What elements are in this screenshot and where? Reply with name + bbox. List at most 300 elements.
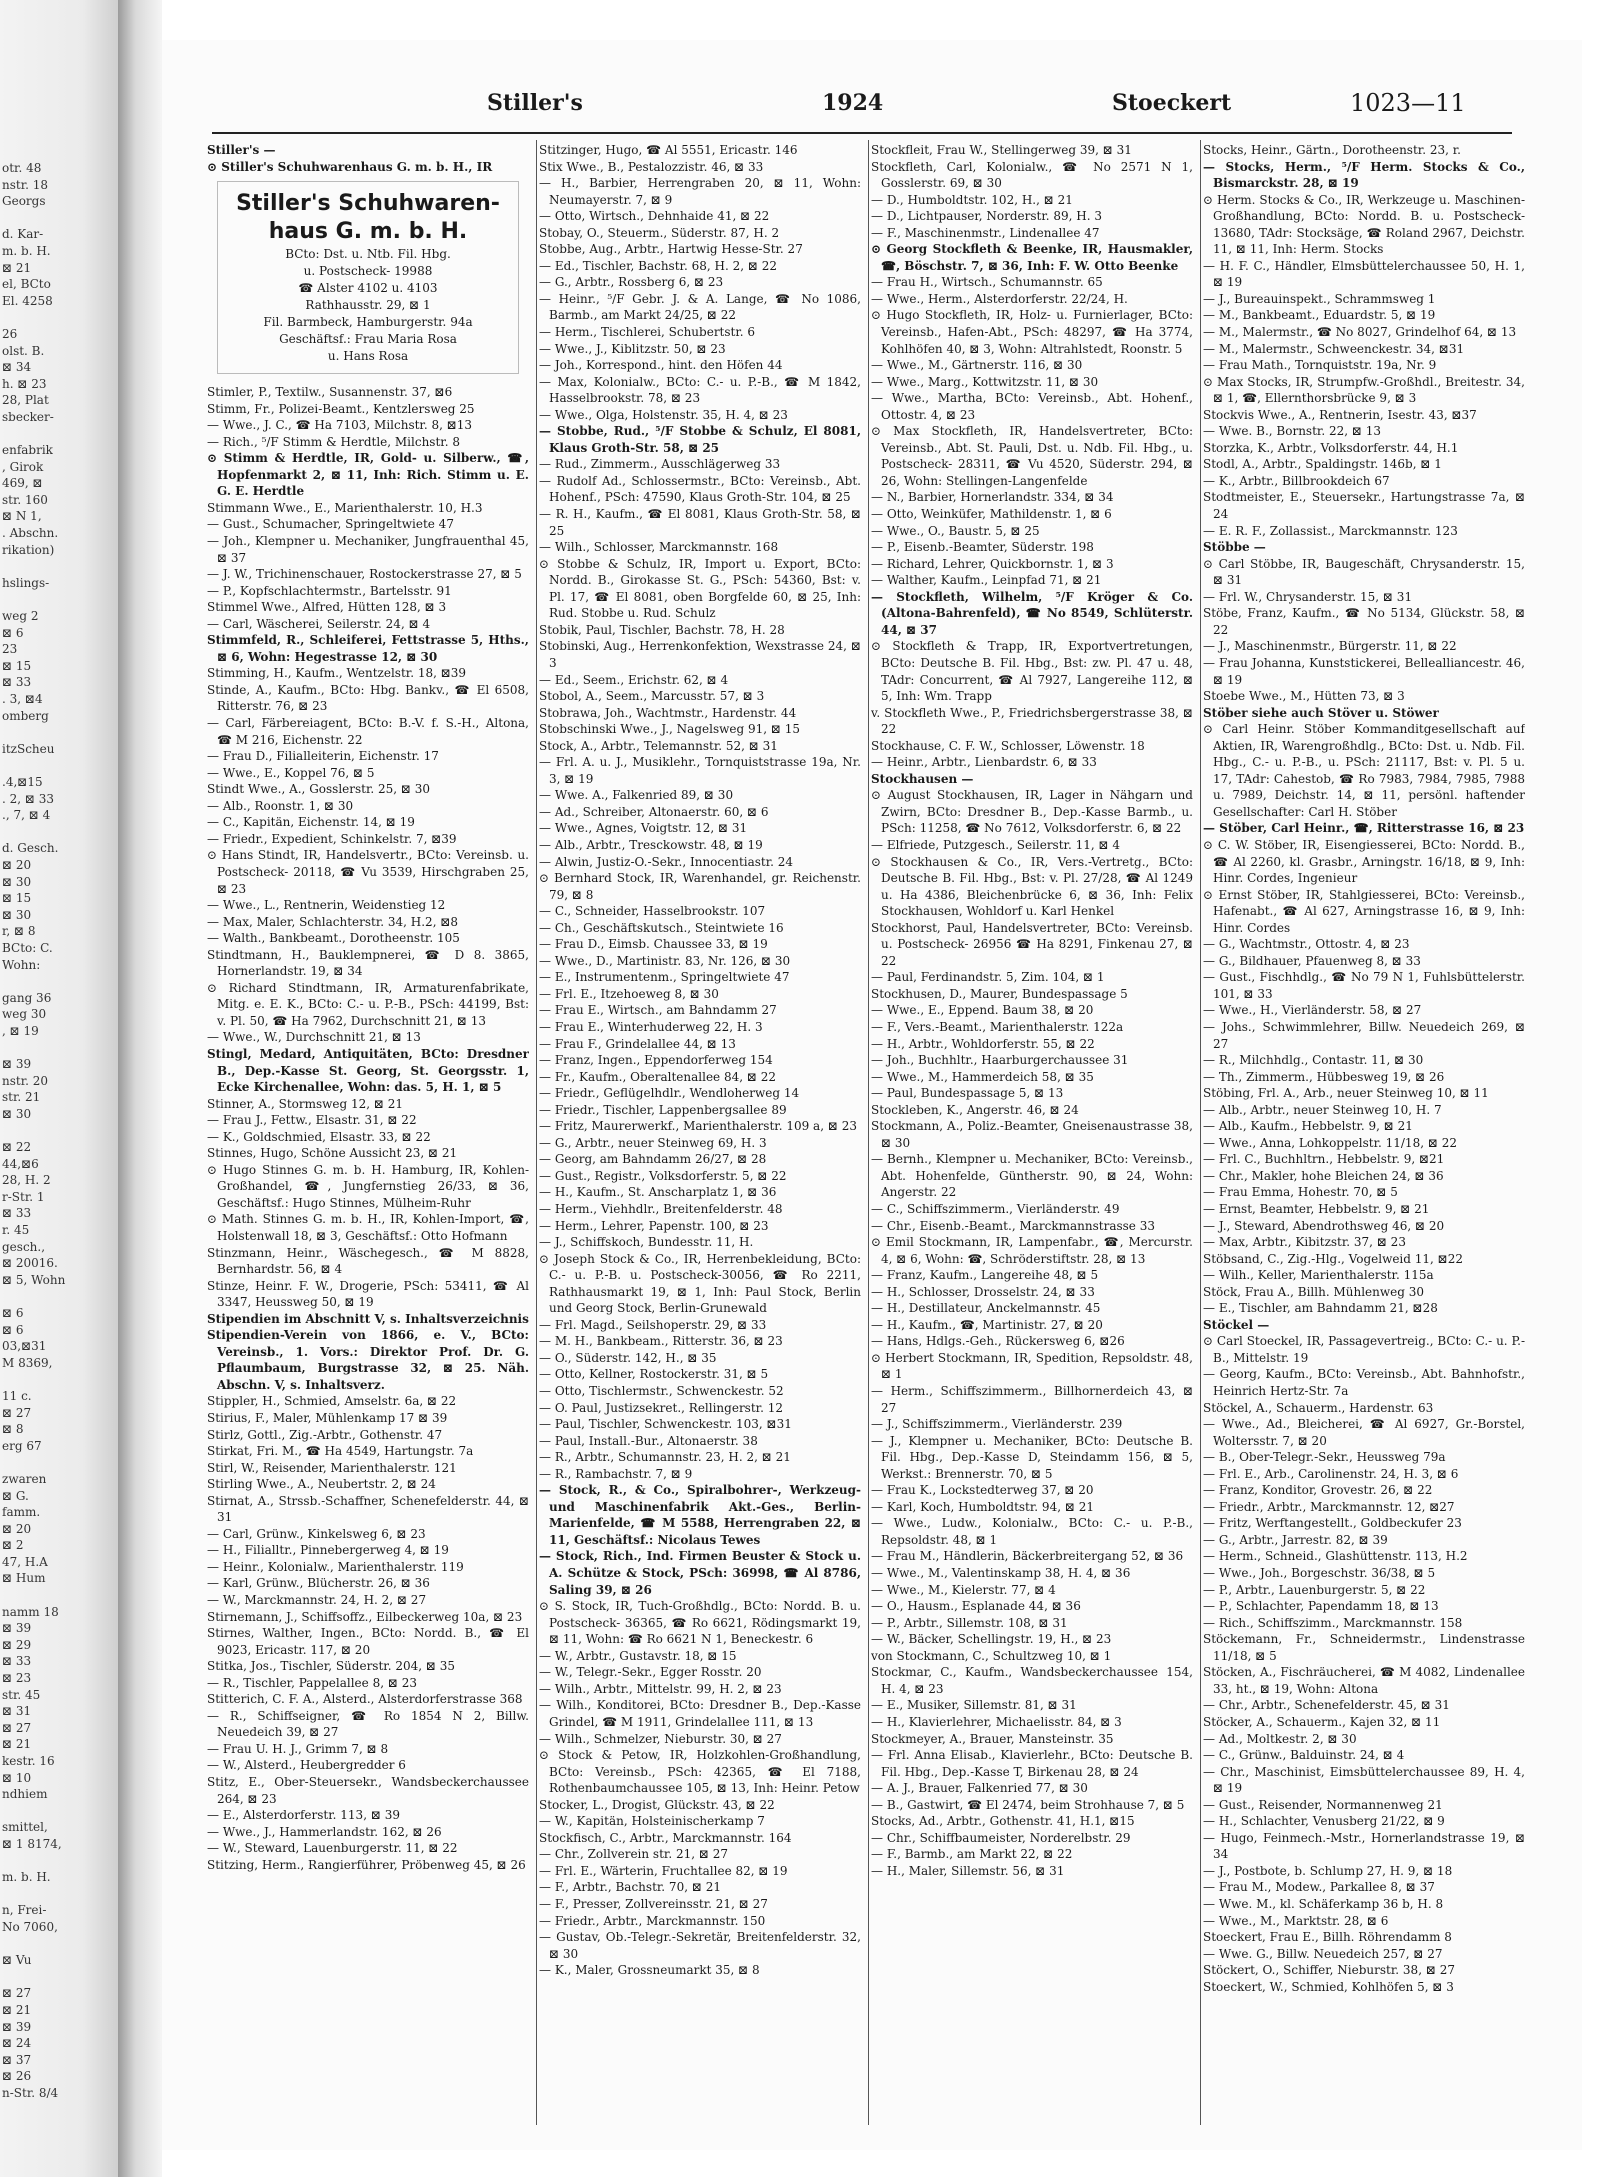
directory-entry: — Wwe., Marg., Kottwitzstr. 11, ⊠ 30 bbox=[871, 374, 1099, 389]
directory-entry: — H., Schlachter, Venusberg 21/22, ⊠ 9 bbox=[1203, 1814, 1445, 1829]
directory-entry: Stoeckert, W., Schmied, Kohlhöfen 5, ⊠ 3 bbox=[1203, 1979, 1454, 1994]
directory-entry: Stockhusen, D., Maurer, Bundespassage 5 bbox=[871, 986, 1128, 1001]
directory-entry: — Frau D., Filialleiterin, Eichenstr. 17 bbox=[207, 749, 439, 764]
directory-entry: — A. J., Brauer, Falkenried 77, ⊠ 30 bbox=[871, 1781, 1088, 1796]
directory-entry: Stocker, L., Drogist, Glückstr. 43, ⊠ 22 bbox=[539, 1797, 775, 1812]
directory-entry: — Wwe., Ad., Bleicherei, ☎ Al 6927, Gr.-Borstel, Woltersstr. 7, ⊠ 20 bbox=[1203, 1417, 1525, 1448]
directory-entry: — Wwe., W., Durchschnitt 21, ⊠ 13 bbox=[207, 1030, 421, 1045]
directory-entry: ⊙ Math. Stinnes G. m. b. H., IR, Kohlen-Import, ☎, Holstenwall 18, ⊠ 3, Geschäftsf.: Otto Hofmann bbox=[207, 1212, 529, 1243]
directory-entry: — H., Maler, Sillemstr. 56, ⊠ 31 bbox=[871, 1863, 1065, 1878]
directory-entry: — W., Marckmannstr. 24, H. 2, ⊠ 27 bbox=[207, 1593, 427, 1608]
directory-entry: Stodtmeister, E., Steuersekr., Hartungstrasse 7a, ⊠ 24 bbox=[1203, 490, 1525, 522]
column-3 bbox=[871, 142, 1193, 2122]
directory-entry: — H., Schlosser, Drosselstr. 24, ⊠ 33 bbox=[871, 1284, 1095, 1299]
advertisement-box bbox=[217, 181, 519, 374]
directory-entry: Stimm, Fr., Polizei-Beamt., Kentzlersweg 25 bbox=[207, 401, 475, 416]
directory-entry: Stockmar, C., Kaufm., Wandsbeckerchaussee 154, H. 4, ⊠ 23 bbox=[871, 1665, 1193, 1696]
directory-entry: — Stöber, Carl Heinr., ☎, Ritterstrasse 16, ⊠ 23 bbox=[1203, 821, 1525, 836]
directory-entry: — Carl, Wäscherei, Seilerstr. 24, ⊠ 4 bbox=[207, 616, 431, 631]
directory-entry: — Frau M., Modew., Parkallee 8, ⊠ 37 bbox=[1203, 1880, 1435, 1895]
directory-entry: — H., Kaufm., St. Anscharplatz 1, ⊠ 36 bbox=[539, 1185, 777, 1200]
directory-entry: ⊙ Stobbe & Schulz, IR, Import u. Export, BCto: Nordd. B., Girokasse St. G., PSch: 54360, Bst: v. Pl. 17, ☎ El 8081, oben Borgfelde 60, ⊠ 25, Inh: Rud. Stobbe u. Rud. Schulz bbox=[539, 556, 861, 621]
directory-entry: — Hugo, Feinmech.-Mstr., Hornerlandstrasse 19, ⊠ 34 bbox=[1203, 1830, 1525, 1862]
directory-entry: ⊙ Bernhard Stock, IR, Warenhandel, gr. Reichenstr. 79, ⊠ 8 bbox=[539, 871, 861, 902]
directory-entry: Stockfleth, Carl, Kolonialw., ☎ No 2571 N 1, Gosslerstr. 69, ⊠ 30 bbox=[871, 159, 1193, 191]
directory-entry: Storzka, K., Arbtr., Volksdorferstr. 44, H.1 bbox=[1203, 440, 1459, 455]
directory-entry: — Max, Maler, Schlachterstr. 34, H.2, ⊠8 bbox=[207, 914, 459, 929]
column-2 bbox=[539, 142, 861, 2122]
directory-entry: — Stobbe, Rud., ⁵/F Stobbe & Schulz, El 8081, Klaus Groth-Str. 58, ⊠ 25 bbox=[539, 424, 861, 455]
directory-entry: — R., Arbtr., Schumannstr. 23, H. 2, ⊠ 21 bbox=[539, 1450, 791, 1465]
directory-entry: — Frau H., Wirtsch., Schumannstr. 65 bbox=[871, 275, 1103, 290]
directory-entry: — W., Arbtr., Gustavstr. 18, ⊠ 15 bbox=[539, 1648, 737, 1663]
directory-entry: Stobrawa, Joh., Wachtmstr., Hardenstr. 44 bbox=[539, 705, 797, 720]
directory-entry: ⊙ Hugo Stockfleth, IR, Holz- u. Furnierlager, BCto: Vereinsb., Hafen-Abt., PSch: 48297, ☎ Ha 3774, Kohlhöfen 40, ⊠ 3, Wohn: Altrahlstedt, Roonstr. 5 bbox=[871, 308, 1193, 356]
directory-entry: — Wwe., M., Gärtnerstr. 116, ⊠ 30 bbox=[871, 358, 1083, 373]
directory-entry: Stimming, H., Kaufm., Wentzelstr. 18, ⊠39 bbox=[207, 666, 467, 681]
directory-entry: — H. F. C., Händler, Elmsbüttelerchaussee 50, H. 1, ⊠ 19 bbox=[1203, 258, 1525, 290]
directory-entry: — H., Kaufm., ☎, Martinistr. 27, ⊠ 20 bbox=[871, 1317, 1103, 1332]
directory-entry: — E., Tischler, am Bahndamm 21, ⊠28 bbox=[1203, 1301, 1438, 1316]
directory-entry: — Friedr., Arbtr., Marckmannstr. 12, ⊠27 bbox=[1203, 1499, 1455, 1514]
directory-entry: — W., Alsterd., Heubergredder 6 bbox=[207, 1758, 406, 1773]
directory-entry: Stockfleit, Frau W., Stellingerweg 39, ⊠ 31 bbox=[871, 143, 1132, 157]
directory-entry: — Wwe., Agnes, Voigtstr. 12, ⊠ 31 bbox=[539, 821, 748, 836]
directory-entry: — J., Schiffszimmerm., Vierländerstr. 239 bbox=[871, 1417, 1123, 1432]
directory-entry: — Ch., Geschäftskutsch., Steintwiete 16 bbox=[539, 920, 784, 935]
directory-entry: Stocks, Ad., Arbtr., Gothenstr. 41, H.1, ⊠15 bbox=[871, 1814, 1135, 1829]
directory-entry: — R. H., Kaufm., ☎ El 8081, Klaus Groth-Str. 58, ⊠ 25 bbox=[539, 507, 861, 538]
directory-entry: v. Stockfleth Wwe., P., Friedrichsbergerstrasse 38, ⊠ 22 bbox=[871, 705, 1193, 737]
directory-entry: — Stocks, Herm., ⁵/F Herm. Stocks & Co., Bismarckstr. 28, ⊠ 19 bbox=[1203, 159, 1525, 191]
directory-entry: — Frl. Magd., Seilshoperstr. 29, ⊠ 33 bbox=[539, 1317, 767, 1332]
directory-entry: Stirlz, Gottl., Zig.-Arbtr., Gothenstr. 47 bbox=[207, 1427, 443, 1442]
directory-entry: ⊙ Hugo Stinnes G. m. b. H. Hamburg, IR, Kohlen-Großhandel, ☎, Jungfernstieg 26/33, ⊠ 36, Geschäftsf.: Hugo Stinnes, Mülheim-Ruhr bbox=[207, 1162, 529, 1210]
ad-title: Stiller's Schuhwaren-haus G. m. b. H. bbox=[236, 191, 500, 245]
directory-entry: Stockmeyer, A., Brauer, Mansteinstr. 35 bbox=[871, 1731, 1114, 1746]
directory-entry: Stinzmann, Heinr., Wäschegesch., ☎ M 8828, Bernhardstr. 56, ⊠ 4 bbox=[207, 1245, 529, 1277]
directory-entry: — Alwin, Justiz-O.-Sekr., Innocentiastr. 24 bbox=[539, 854, 794, 869]
directory-entry: — Friedr., Arbtr., Marckmannstr. 150 bbox=[539, 1913, 766, 1928]
directory-entry: Stindt Wwe., A., Gosslerstr. 25, ⊠ 30 bbox=[207, 782, 431, 797]
directory-entry: — Wwe., Anna, Lohkoppelstr. 11/18, ⊠ 22 bbox=[1203, 1135, 1457, 1150]
directory-entry: — H., Arbtr., Wohldorferstr. 55, ⊠ 22 bbox=[871, 1036, 1095, 1051]
directory-entry: — N., Barbier, Hornerlandstr. 334, ⊠ 34 bbox=[871, 490, 1114, 505]
directory-entry: ⊙ Max Stockfleth, IR, Handelsvertreter, BCto: Vereinsb., Abt. St. Pauli, Dst. u. Ndb. Fil. Hbg., u. Postscheck- 28311, ☎ Vu 4520, Süderstr. 294, ⊠ 26, Wohn: Stellingen-Langenfelde bbox=[871, 424, 1193, 488]
directory-entry: — Wwe., H., Vierländerstr. 58, ⊠ 27 bbox=[1203, 1003, 1422, 1018]
directory-entry: Stirl, W., Reisender, Marienthalerstr. 121 bbox=[207, 1460, 457, 1475]
directory-entry: — Frau K., Lockstedterweg 37, ⊠ 20 bbox=[871, 1483, 1094, 1498]
directory-entry: — P., Kopfschlachtermstr., Bartelsstr. 91 bbox=[207, 583, 452, 598]
directory-entry: — Wwe., M., Valentinskamp 38, H. 4, ⊠ 36 bbox=[871, 1566, 1131, 1581]
directory-entry: Stockhausen — bbox=[871, 771, 974, 786]
header-rule bbox=[212, 132, 1512, 134]
directory-entry: — H., Destillateur, Anckelmannstr. 45 bbox=[871, 1301, 1101, 1316]
directory-entry: — Paul, Tischler, Schwenckestr. 103, ⊠31 bbox=[539, 1417, 792, 1432]
directory-entry: — Gust., Fischhdlg., ☎ No 79 N 1, Fuhlsbüttelerstr. 101, ⊠ 33 bbox=[1203, 970, 1525, 1001]
directory-entry: ⊙ Stockfleth & Trapp, IR, Exportvertretungen, BCto: Deutsche B. Fil. Hbg., Bst: zw. Pl. 47 u. 48, TAdr: Concurrent, ☎ Al 7927, Langereihe 112, ⊠ 5, Inh: Wm. Trapp bbox=[871, 639, 1193, 704]
directory-entry: — Wwe., M., Hammerdeich 58, ⊠ 35 bbox=[871, 1069, 1094, 1084]
directory-entry: — Wwe., O., Baustr. 5, ⊠ 25 bbox=[871, 523, 1040, 538]
directory-entry: — Gust., Schumacher, Springeltwiete 47 bbox=[207, 517, 454, 532]
directory-entry: — Franz, Kaufm., Langereihe 48, ⊠ 5 bbox=[871, 1268, 1099, 1283]
directory-entry: — Franz, Konditor, Grovestr. 26, ⊠ 22 bbox=[1203, 1483, 1433, 1498]
directory-entry: — M., Bankbeamt., Eduardstr. 5, ⊠ 19 bbox=[1203, 308, 1436, 323]
directory-entry: — Max, Arbtr., Kibitzstr. 37, ⊠ 23 bbox=[1203, 1235, 1406, 1250]
directory-entry: ⊙ Stockhausen & Co., IR, Vers.-Vertretg., BCto: Deutsche B. Fil. Hbg., Bst: v. Pl. 27/28, ☎ Al 1249 u. Ha 4386, Bleichenbrücke 6, ⊠ 36, Inh: Felix Stockhausen, Wohldorf u. Karl Henkel bbox=[871, 854, 1193, 919]
ad-line: u. Hans Rosa bbox=[327, 349, 409, 364]
directory-entry: — Stock, Rich., Ind. Firmen Beuster & Stock u. A. Schütze & Stock, PSch: 36998, ☎ Al 8786, Saling 39, ⊠ 26 bbox=[539, 1549, 861, 1597]
directory-entry: — Chr., Makler, hohe Bleichen 24, ⊠ 36 bbox=[1203, 1168, 1444, 1183]
directory-entry: Stimmann Wwe., E., Marienthalerstr. 10, H.3 bbox=[207, 500, 483, 515]
header-left: Stiller's bbox=[487, 90, 583, 116]
directory-entry: — Wilh., Schmelzer, Nieburstr. 30, ⊠ 27 bbox=[539, 1731, 782, 1746]
directory-page bbox=[162, 40, 1582, 2150]
directory-entry: Stöbe, Franz, Kaufm., ☎ No 5134, Glückstr. 58, ⊠ 22 bbox=[1203, 606, 1525, 637]
directory-entry: — H., Barbier, Herrengraben 20, ⊠ 11, Wohn: Neumayerstr. 7, ⊠ 9 bbox=[539, 176, 861, 207]
directory-entry: — Walther, Kaufm., Leinpfad 71, ⊠ 21 bbox=[871, 573, 1102, 588]
directory-entry: Stobay, O., Steuerm., Süderstr. 87, H. 2 bbox=[539, 225, 780, 240]
directory-entry: — B., Ober-Telegr.-Sekr., Heussweg 79a bbox=[1203, 1450, 1446, 1465]
directory-entry: Stitz, E., Ober-Steuersekr., Wandsbeckerchaussee 264, ⊠ 23 bbox=[207, 1775, 529, 1806]
directory-entry: — J., Postbote, b. Schlump 27, H. 9, ⊠ 18 bbox=[1203, 1863, 1453, 1878]
directory-entry: Stinner, A., Stormsweg 12, ⊠ 21 bbox=[207, 1096, 404, 1111]
directory-entry: ⊙ Ernst Stöber, IR, Stahlgiesserei, BCto: Vereinsb., Hafenabt., ☎ Al 627, Arningstrasse 16, ⊠ 9, Inh: Hinr. Cordes bbox=[1203, 887, 1525, 935]
directory-entry: — Otto, Wirtsch., Dehnhaide 41, ⊠ 22 bbox=[539, 209, 770, 224]
directory-entry: — Carl, Grünw., Kinkelsweg 6, ⊠ 23 bbox=[207, 1526, 426, 1541]
directory-entry: — G., Arbtr., Rossberg 6, ⊠ 23 bbox=[539, 275, 724, 290]
directory-entry: — Frl. E., Itzehoeweg 8, ⊠ 30 bbox=[539, 986, 719, 1001]
ad-line: ☎ Alster 4102 u. 4103 bbox=[298, 281, 438, 296]
directory-entry: — Hans, Hdlgs.-Geh., Rückersweg 6, ⊠26 bbox=[871, 1334, 1125, 1349]
directory-entry: — Heinr., Arbtr., Lienbardstr. 6, ⊠ 33 bbox=[871, 755, 1097, 770]
directory-entry: Stinze, Heinr. F. W., Drogerie, PSch: 53411, ☎ Al 3347, Heussweg 50, ⊠ 19 bbox=[207, 1278, 529, 1310]
directory-entry: — Herm., Lehrer, Papenstr. 100, ⊠ 23 bbox=[539, 1218, 769, 1233]
directory-entry: Stöckel, A., Schauerm., Hardenstr. 63 bbox=[1203, 1400, 1434, 1415]
column-4 bbox=[1203, 142, 1525, 2122]
directory-entry: — Max, Kolonialw., BCto: C.- u. P.-B., ☎ M 1842, Hasselbrookstr. 78, ⊠ 23 bbox=[539, 374, 861, 406]
directory-entry: — Ad., Schreiber, Altonaerstr. 60, ⊠ 6 bbox=[539, 804, 769, 819]
directory-entry: — C., Schiffszimmerm., Vierländerstr. 49 bbox=[871, 1202, 1120, 1216]
directory-entry: Stöbsand, C., Zig.-Hlg., Vogelweid 11, ⊠22 bbox=[1203, 1251, 1463, 1266]
directory-entry: — Carl, Färbereiagent, BCto: B.-V. f. S.-H., Altona, ☎ M 216, Eichenstr. 22 bbox=[207, 716, 529, 747]
directory-entry: Stöber siehe auch Stöver u. Stöwer bbox=[1203, 705, 1439, 720]
directory-entry: Stöckel — bbox=[1203, 1317, 1270, 1332]
directory-entry: Stinnes, Hugo, Schöne Aussicht 23, ⊠ 21 bbox=[207, 1146, 458, 1161]
directory-entry: — H., Klavierlehrer, Michaelisstr. 84, ⊠ 3 bbox=[871, 1714, 1122, 1729]
previous-page-text: otr. 48 nstr. 18 Georgs d. Kar- m. b. H. ⊠ 21 el, BCto El. 4258 26 olst. B. ⊠ 34 h. ⊠ 23 28, Plat sbecker- enfabrik , Girok 469, ⊠ str. 160 ⊠ N 1, . Abschn. rikation) hslings- weg 2 ⊠ 6 23 ⊠ 15 ⊠ 33 . 3, ⊠4 omberg itzScheu .4,⊠15 . 2, ⊠ 33 ., 7, ⊠ 4 d. Gesch. ⊠ 20 ⊠ 30 ⊠ 15 ⊠ 30 r, ⊠ 8 BCto: C. Wohn: gang 36 weg 30 , ⊠ 19 ⊠ 39 nstr. 20 str. 21 ⊠ 30 ⊠ 22 44,⊠6 28, H. 2 r-Str. 1 ⊠ 33 r. 45 gesch., ⊠ 20016. ⊠ 5, Wohn ⊠ 6 ⊠ 6 03,⊠31 M 8369, 11 c. ⊠ 27 ⊠ 8 erg 67 zwaren ⊠ G. famm. ⊠ 20 ⊠ 2 47, H.A ⊠ Hum namm 18 ⊠ 39 ⊠ 29 ⊠ 33 ⊠ 23 str. 45 ⊠ 31 ⊠ 27 ⊠ 21 kestr. 16 ⊠ 10 ndhiem smittel, ⊠ 1 8174, m. b. H. n, Frei- No 7060, ⊠ Vu ⊠ 27 ⊠ 21 ⊠ 39 ⊠ 24 ⊠ 37 ⊠ 26 n-Str. 8/4 bbox=[2, 161, 66, 2100]
directory-entry: Stockvis Wwe., A., Rentnerin, Isestr. 43, ⊠37 bbox=[1203, 407, 1477, 422]
directory-entry: — P., Schlachter, Papendamm 18, ⊠ 13 bbox=[1203, 1599, 1439, 1614]
directory-entry: — Wwe., E., Eppend. Baum 38, ⊠ 20 bbox=[871, 1003, 1094, 1018]
directory-entry: — Ernst, Beamter, Hebbelstr. 9, ⊠ 21 bbox=[1203, 1202, 1430, 1216]
directory-entry: Stock, A., Arbtr., Telemannstr. 52, ⊠ 31 bbox=[539, 738, 778, 753]
directory-entry: — Ed., Tischler, Bachstr. 68, H. 2, ⊠ 22 bbox=[539, 258, 777, 273]
directory-entry: ⊙ Joseph Stock & Co., IR, Herrenbekleidung, BCto: C.- u. P.-B. u. Postscheck-30056, ☎ Ro 2211, Rathhausmarkt 19, ⊠ 1, Inh: Paul Stock, Berlin und Georg Stock, Berlin-Grunewald bbox=[539, 1251, 861, 1316]
directory-entry: — Rich., ⁵/F Stimm & Herdtle, Milchstr. 8 bbox=[207, 434, 460, 449]
directory-entry: — Rud., Zimmerm., Ausschlägerweg 33 bbox=[539, 457, 781, 472]
directory-entry: — R., Milchhdlg., Contastr. 11, ⊠ 30 bbox=[1203, 1053, 1424, 1068]
directory-entry: — Frau E., Wirtsch., am Bahndamm 27 bbox=[539, 1003, 777, 1018]
directory-entry: Stodl, A., Arbtr., Spaldingstr. 146b, ⊠ 1 bbox=[1203, 457, 1442, 472]
directory-entry: — Wwe., M., Marktstr. 28, ⊠ 6 bbox=[1203, 1913, 1389, 1928]
directory-entry: Stöckert, O., Schiffer, Nieburstr. 38, ⊠ 27 bbox=[1203, 1963, 1455, 1978]
directory-entry: — Friedr., Expedient, Schinkelstr. 7, ⊠39 bbox=[207, 831, 457, 846]
directory-entry: — Heinr., Kolonialw., Marienthalerstr. 119 bbox=[207, 1559, 464, 1574]
directory-entry: — Gust., Reisender, Normannenweg 21 bbox=[1203, 1797, 1443, 1812]
directory-entry: — Stock, R., & Co., Spiralbohrer-, Werkzeug- und Maschinenfabrik Akt.-Ges., Berlin-Marienfelde, ☎ M 5588, Herrengraben 22, ⊠ 11, Geschäftsf.: Nicolaus Tewes bbox=[539, 1483, 861, 1547]
directory-entry: — Otto, Weinküfer, Mathildenstr. 1, ⊠ 6 bbox=[871, 507, 1112, 522]
directory-entry: — Wwe., M., Kielerstr. 77, ⊠ 4 bbox=[871, 1582, 1056, 1597]
directory-entry: — Otto, Tischlermstr., Schwenckestr. 52 bbox=[539, 1384, 784, 1399]
directory-entry: — R., Schiffseigner, ☎ Ro 1854 N 2, Billw. Neuedeich 39, ⊠ 27 bbox=[207, 1708, 529, 1740]
directory-entry: — Frau D., Eimsb. Chaussee 33, ⊠ 19 bbox=[539, 937, 768, 952]
directory-entry: — Herm., Viehhdlr., Breitenfelderstr. 48 bbox=[539, 1202, 783, 1216]
directory-entry: Stitterich, C. F. A., Alsterd., Alsterdorferstrasse 368 bbox=[207, 1692, 523, 1707]
directory-entry: — Fritz, Maurerwerkf., Marienthalerstr. 109 a, ⊠ 23 bbox=[539, 1119, 857, 1134]
directory-entry: — O. Paul, Justizsekret., Rellingerstr. 12 bbox=[539, 1400, 783, 1415]
directory-entry: — K., Maler, Grossneumarkt 35, ⊠ 8 bbox=[539, 1963, 760, 1978]
directory-entry: — Richard, Lehrer, Quickbornstr. 1, ⊠ 3 bbox=[871, 556, 1114, 571]
directory-entry: Stirnemann, J., Schiffsoffz., Eilbeckerweg 10a, ⊠ 23 bbox=[207, 1609, 523, 1624]
directory-entry: — Fr., Kaufm., Oberaltenallee 84, ⊠ 22 bbox=[539, 1069, 776, 1084]
directory-entry: — Wwe., Herm., Alsterdorferstr. 22/24, H. bbox=[871, 291, 1128, 306]
directory-entry: — Herm., Schneid., Glashüttenstr. 113, H.2 bbox=[1203, 1549, 1468, 1564]
directory-entry: — J., Steward, Abendrothsweg 46, ⊠ 20 bbox=[1203, 1218, 1445, 1233]
directory-entry: — Friedr., Tischler, Lappenbergsallee 89 bbox=[539, 1102, 787, 1117]
directory-entry: Stipendien im Abschnitt V, s. Inhaltsverzeichnis bbox=[207, 1311, 529, 1326]
directory-entry: ⊙ Stock & Petow, IR, Holzkohlen-Großhandlung, BCto: Vereinsb., PSch: 42365, ☎ El 7188, Rothenbaumchaussee 105, ⊠ 13, Inh: Heinr. Petow bbox=[539, 1748, 861, 1796]
directory-entry: — W., Bäcker, Schellingstr. 19, H., ⊠ 23 bbox=[871, 1632, 1112, 1647]
directory-entry: — J., Maschinenmstr., Bürgerstr. 11, ⊠ 22 bbox=[1203, 639, 1457, 654]
ad-line: Fil. Barmbeck, Hamburgerstr. 94a bbox=[263, 315, 473, 330]
directory-entry: — J., Klempner u. Mechaniker, BCto: Deutsche B. Fil. Hbg., Dep.-Kasse D, Steindamm 156, ⊠ 5, Werkst.: Brennerstr. 70, ⊠ 5 bbox=[871, 1433, 1193, 1481]
directory-entry: — C., Grünw., Balduinstr. 24, ⊠ 4 bbox=[1203, 1748, 1405, 1763]
directory-entry: ⊙ C. W. Stöber, IR, Eisengiesserei, BCto: Nordd. B., ☎ Al 2260, kl. Grasbr., Arningstr. 16/18, ⊠ 9, Inh: Hinr. Cordes, Ingenieur bbox=[1203, 837, 1525, 886]
directory-entry: — Frau F., Grindelallee 44, ⊠ 13 bbox=[539, 1036, 736, 1051]
directory-entry: ⊙ Emil Stockmann, IR, Lampenfabr., ☎, Mercurstr. 4, ⊠ 6, Wohn: ☎, Schröderstiftstr. 28, ⊠ 13 bbox=[871, 1235, 1193, 1266]
directory-entry: Stippler, H., Schmied, Amselstr. 6a, ⊠ 22 bbox=[207, 1394, 457, 1409]
directory-entry: — Wwe., Joh., Borgeschstr. 36/38, ⊠ 5 bbox=[1203, 1566, 1436, 1581]
directory-entry: — Heinr., ⁵/F Gebr. J. & A. Lange, ☎ No 1086, Barmb., am Markt 24/25, ⊠ 22 bbox=[539, 291, 861, 323]
directory-entry: — Frl. E., Wärterin, Fruchtallee 82, ⊠ 19 bbox=[539, 1863, 788, 1878]
directory-entry: — Wwe., J. C., ☎ Ha 7103, Milchstr. 8, ⊠13 bbox=[207, 418, 473, 433]
directory-entry: — Frl. W., Chrysanderstr. 15, ⊠ 31 bbox=[1203, 589, 1413, 604]
directory-entry: — Alb., Roonstr. 1, ⊠ 30 bbox=[207, 798, 354, 813]
directory-entry: Stöck, Frau A., Billh. Mühlenweg 30 bbox=[1203, 1284, 1424, 1299]
directory-entry: — Wwe., Martha, BCto: Vereinsb., Abt. Hohenf., Ottostr. 4, ⊠ 23 bbox=[871, 391, 1193, 422]
directory-entry: Stobik, Paul, Tischler, Bachstr. 78, H. 28 bbox=[539, 622, 785, 637]
directory-entry: — Frau Math., Tornquiststr. 19a, Nr. 9 bbox=[1203, 358, 1437, 373]
directory-entry: Stirius, F., Maler, Mühlenkamp 17 ⊠ 39 bbox=[207, 1411, 448, 1425]
directory-entry: Stirling Wwe., A., Neubertstr. 2, ⊠ 24 bbox=[207, 1477, 436, 1492]
directory-entry: Stiller's — bbox=[207, 143, 276, 157]
directory-entry: — Gustav, Ob.-Telegr.-Sekretär, Breitenfelderstr. 32, ⊠ 30 bbox=[539, 1930, 861, 1961]
directory-entry: — Georg, am Bahndamm 26/27, ⊠ 28 bbox=[539, 1152, 767, 1167]
directory-entry: Stöcken, A., Fischräucherei, ☎ M 4082, Lindenallee 33, ht., ⊠ 19, Wohn: Altona bbox=[1203, 1665, 1525, 1696]
directory-entry: — K., Goldschmied, Elsastr. 33, ⊠ 22 bbox=[207, 1129, 431, 1144]
directory-entry: — Frl. Anna Elisab., Klavierlehr., BCto: Deutsche B. Fil. Hbg., Dep.-Kasse T, Birkenau 28, ⊠ 24 bbox=[871, 1748, 1193, 1779]
directory-entry: Stoeckert, Frau E., Billh. Röhrendamm 8 bbox=[1203, 1930, 1452, 1945]
page-header bbox=[162, 80, 1582, 126]
directory-entry: ⊙ S. Stock, IR, Tuch-Großhdlg., BCto: Nordd. B. u. Postscheck- 36365, ☎ Ro 6621, Rödingsmarkt 19, ⊠ 11, Wohn: ☎ Ro 6621 N 1, Beneckestr. 6 bbox=[539, 1599, 861, 1647]
directory-entry: Stimmfeld, R., Schleiferei, Fettstrasse 5, Hths., ⊠ 6, Wohn: Hegestrasse 12, ⊠ 30 bbox=[207, 633, 529, 664]
directory-entry: Stockhorst, Paul, Handelsvertreter, BCto: Vereinsb. u. Postscheck- 26956 ☎ Ha 8291, Finkenau 27, ⊠ 22 bbox=[871, 920, 1193, 968]
ad-line: u. Postscheck- 19988 bbox=[303, 264, 433, 279]
directory-entry: Stirnes, Walther, Ingen., BCto: Nordd. B., ☎ El 9023, Ericastr. 117, ⊠ 20 bbox=[207, 1626, 529, 1657]
directory-entry: Stimler, P., Textilw., Susannenstr. 37, ⊠6 bbox=[207, 385, 453, 400]
directory-entry: — Frau J., Fettw., Elsastr. 31, ⊠ 22 bbox=[207, 1113, 417, 1128]
directory-entry: — F., Vers.-Beamt., Marienthalerstr. 122a bbox=[871, 1019, 1124, 1034]
ad-line: BCto: Dst. u. Ntb. Fil. Hbg. bbox=[285, 247, 451, 262]
directory-entry: — Wwe. A., Falkenried 89, ⊠ 30 bbox=[539, 788, 734, 803]
directory-entry: — Alb., Arbtr., Tresckowstr. 48, ⊠ 19 bbox=[539, 837, 763, 852]
directory-entry: — Stockfleth, Wilhelm, ⁵/F Kröger & Co. (Altona-Bahrenfeld), ☎ No 8549, Schlüterstr. 44, ⊠ 37 bbox=[871, 589, 1193, 637]
directory-entry: — Chr., Eisenb.-Beamt., Marckmannstrasse 33 bbox=[871, 1218, 1155, 1233]
directory-entry: ⊙ Max Stocks, IR, Strumpfw.-Großhdl., Breitestr. 34, ⊠ 1, ☎, Ellernthorsbrücke 9, ⊠ 3 bbox=[1203, 374, 1525, 406]
directory-entry: — Wwe., L., Rentnerin, Weidenstieg 12 bbox=[207, 898, 446, 913]
directory-entry: Stitka, Jos., Tischler, Süderstr. 204, ⊠ 35 bbox=[207, 1659, 455, 1674]
directory-entry: — W., Steward, Lauenburgerstr. 11, ⊠ 22 bbox=[207, 1841, 458, 1856]
directory-entry: — Otto, Kellner, Rostockerstr. 31, ⊠ 5 bbox=[539, 1367, 769, 1382]
directory-entry: Stix Wwe., B., Pestalozzistr. 46, ⊠ 33 bbox=[539, 159, 764, 174]
directory-entry: — Wwe. B., Bornstr. 22, ⊠ 13 bbox=[1203, 424, 1381, 439]
directory-entry: — Wilh., Konditorei, BCto: Dresdner B., Dep.-Kasse Grindel, ☎ M 1911, Grindelallee 111, ⊠ 13 bbox=[539, 1698, 861, 1729]
previous-page-edge bbox=[0, 0, 118, 2177]
directory-entry: — Wwe., J., Hammerlandstr. 162, ⊠ 26 bbox=[207, 1824, 442, 1839]
directory-entry: — Paul, Bundespassage 5, ⊠ 13 bbox=[871, 1086, 1064, 1101]
directory-entry: — Bernh., Klempner u. Mechaniker, BCto: Vereinsb., Abt. Hohenfelde, Güntherstr. 90, ⊠ 24, Wohn: Angerstr. 22 bbox=[871, 1152, 1193, 1200]
directory-entry: — Frl. C., Buchhltrn., Hebbelstr. 9, ⊠21 bbox=[1203, 1152, 1445, 1167]
directory-entry: — C., Kapitän, Eichenstr. 14, ⊠ 19 bbox=[207, 815, 415, 830]
directory-entry: Stitzing, Herm., Rangierführer, Pröbenweg 45, ⊠ 26 bbox=[207, 1857, 526, 1872]
directory-entry: — G., Wachtmstr., Ottostr. 4, ⊠ 23 bbox=[1203, 937, 1410, 952]
directory-entry: — Joh., Klempner u. Mechaniker, Jungfrauenthal 45, ⊠ 37 bbox=[207, 534, 529, 565]
directory-entry: Stobol, A., Seem., Marcusstr. 57, ⊠ 3 bbox=[539, 689, 765, 704]
directory-entry: ⊙ Stimm & Herdtle, IR, Gold- u. Silberw., ☎, Hopfenmarkt 2, ⊠ 11, Inh: Rich. Stimm u. E. G. E. Herdtle bbox=[207, 451, 529, 499]
directory-entry: — E., Instrumentenm., Springeltwiete 47 bbox=[539, 970, 790, 985]
directory-entry: — Wwe. G., Billw. Neuedeich 257, ⊠ 27 bbox=[1203, 1946, 1443, 1961]
directory-entry: — F., Presser, Zollvereinsstr. 21, ⊠ 27 bbox=[539, 1896, 768, 1911]
directory-entry: — Paul, Ferdinandstr. 5, Zim. 104, ⊠ 1 bbox=[871, 970, 1105, 985]
directory-entry: — O., Süderstr. 142, H., ⊠ 35 bbox=[539, 1350, 717, 1365]
directory-entry: — Paul, Install.-Bur., Altonaerstr. 38 bbox=[539, 1433, 758, 1448]
directory-entry: Stobinski, Aug., Herrenkonfektion, Wexstrasse 24, ⊠ 3 bbox=[539, 639, 861, 670]
directory-entry: — Ad., Moltkestr. 2, ⊠ 30 bbox=[1203, 1731, 1357, 1746]
directory-entry: — W., Kapitän, Holsteinischerkamp 7 bbox=[539, 1814, 765, 1829]
directory-entry: — Joh., Korrespond., hint. den Höfen 44 bbox=[539, 358, 783, 373]
directory-entry: — D., Lichtpauser, Norderstr. 89, H. 3 bbox=[871, 209, 1103, 224]
directory-entry: — K., Arbtr., Billbrookdeich 67 bbox=[1203, 473, 1390, 488]
directory-entry: — J., Bureauinspekt., Schrammsweg 1 bbox=[1203, 291, 1436, 306]
directory-entry: — B., Gastwirt, ☎ El 2474, beim Strohhause 7, ⊠ 5 bbox=[871, 1797, 1185, 1812]
directory-entry: ⊙ August Stockhausen, IR, Lager in Nähgarn und Zwirn, BCto: Dresdner B., Dep.-Kasse Barmb., u. PSch: 11258, ☎ No 7612, Volksdorferstr. 6, ⊠ 22 bbox=[871, 788, 1193, 836]
directory-entry: — P., Arbtr., Sillemstr. 108, ⊠ 31 bbox=[871, 1615, 1068, 1630]
directory-entry: ⊙ Richard Stindtmann, IR, Armaturenfabrikate, Mitg. e. E. K., BCto: C.- u. P.-B., PSch: 44199, Bst: v. Pl. 50, ☎ Ha 7962, Durchschnitt 21, ⊠ 13 bbox=[207, 980, 529, 1028]
directory-entry: — Karl, Koch, Humboldtstr. 94, ⊠ 21 bbox=[871, 1499, 1094, 1514]
directory-entry: — P., Eisenb.-Beamter, Süderstr. 198 bbox=[871, 540, 1094, 555]
directory-entry: ⊙ Carl Heinr. Stöber Kommanditgesellschaft auf Aktien, IR, Warengroßhdlg., BCto: Dst. u. Ndb. Fil. Hbg., C.- u. P.-B., u. PSch: 21117, Bst: v. Pl. 5 u. 17, TAdr: Cahestob, ☎ Ro 7983, 7984, 7985, 7988 u. 7989, Deichstr. 14, ⊠ 11, persönl. haftender Gesellschafter: Carl H. Stöber bbox=[1203, 722, 1525, 819]
directory-entry: — H., Filialltr., Pinnebergerweg 4, ⊠ 19 bbox=[207, 1543, 449, 1558]
book-binding bbox=[118, 0, 162, 2177]
directory-entry: von Stockmann, C., Schultzweg 10, ⊠ 1 bbox=[871, 1648, 1112, 1663]
directory-entry: — Wwe., Ludw., Kolonialw., BCto: C.- u. P.-B., Repsoldstr. 48, ⊠ 1 bbox=[871, 1516, 1193, 1547]
directory-entry: Stirnat, A., Strssb.-Schaffner, Schenefelderstr. 44, ⊠ 31 bbox=[207, 1493, 529, 1525]
directory-entry: — G., Arbtr., neuer Steinweg 69, H. 3 bbox=[539, 1135, 767, 1150]
directory-entry: — D., Humboldtstr. 102, H., ⊠ 21 bbox=[871, 192, 1073, 207]
directory-entry: — Joh., Buchhltr., Haarburgerchaussee 31 bbox=[871, 1053, 1129, 1068]
directory-entry: Stocks, Heinr., Gärtn., Dorotheenstr. 23, r. bbox=[1203, 143, 1461, 157]
directory-entry: Stirkat, Fri. M., ☎ Ha 4549, Hartungstr. 7a bbox=[207, 1444, 474, 1459]
column-1 bbox=[207, 142, 529, 2122]
directory-entry: — Frl. E., Arb., Carolinenstr. 24, H. 3, ⊠ 6 bbox=[1203, 1466, 1459, 1481]
header-year: 1924 bbox=[822, 90, 884, 116]
directory-entry: — Frau Johanna, Kunststickerei, Bellealliancestr. 46, ⊠ 19 bbox=[1203, 655, 1525, 687]
directory-entry: — F., Maschinenmstr., Lindenallee 47 bbox=[871, 225, 1100, 240]
directory-entry: — Herm., Schiffszimmerm., Billhornerdeich 43, ⊠ 27 bbox=[871, 1384, 1193, 1415]
directory-entry: — P., Arbtr., Lauenburgerstr. 5, ⊠ 22 bbox=[1203, 1582, 1426, 1597]
directory-entry: — W., Telegr.-Sekr., Egger Rosstr. 20 bbox=[539, 1665, 762, 1680]
directory-entry: — Herm., Tischlerei, Schubertstr. 6 bbox=[539, 325, 756, 340]
directory-entry: — Chr., Maschinist, Eimsbüttelerchaussee 89, H. 4, ⊠ 19 bbox=[1203, 1764, 1525, 1796]
directory-entry: — M., Malermstr., Schweenckestr. 34, ⊠31 bbox=[1203, 341, 1465, 356]
directory-entry: Stobbe, Aug., Arbtr., Hartwig Hesse-Str. 27 bbox=[539, 242, 803, 257]
directory-entry: — R., Tischler, Pappelallee 8, ⊠ 23 bbox=[207, 1675, 417, 1690]
directory-entry: — Rich., Schiffszimm., Marckmannstr. 158 bbox=[1203, 1615, 1463, 1630]
directory-entry: — J., Schiffskoch, Bundesstr. 11, H. bbox=[539, 1235, 754, 1250]
directory-entry: — Frl. A. u. J., Musiklehr., Tornquiststrasse 19a, Nr. 3, ⊠ 19 bbox=[539, 755, 861, 786]
directory-entry: Stockmann, A., Poliz.-Beamter, Gneisenaustrasse 38, ⊠ 30 bbox=[871, 1119, 1193, 1150]
directory-entry: ⊙ Carl Stöbbe, IR, Baugeschäft, Chrysanderstr. 15, ⊠ 31 bbox=[1203, 556, 1525, 588]
directory-entry: — E., Alsterdorferstr. 113, ⊠ 39 bbox=[207, 1808, 400, 1823]
directory-entry: Stitzinger, Hugo, ☎ Al 5551, Ericastr. 146 bbox=[539, 143, 798, 157]
directory-entry: — J. W., Trichinenschauer, Rostockerstrasse 27, ⊠ 5 bbox=[207, 567, 522, 582]
directory-entry: — M., Malermstr., ☎ No 8027, Grindelhof 64, ⊠ 13 bbox=[1203, 325, 1517, 340]
directory-entry: — Rudolf Ad., Schlossermstr., BCto: Vereinsb., Abt. Hohenf., PSch: 47590, Klaus Groth-Str. 104, ⊠ 25 bbox=[539, 473, 861, 505]
directory-entry: — Frau U. H. J., Grimm 7, ⊠ 8 bbox=[207, 1741, 389, 1756]
directory-entry: — Chr., Arbtr., Schenefelderstr. 45, ⊠ 31 bbox=[1203, 1698, 1450, 1713]
directory-entry: Stobschinski Wwe., J., Nagelsweg 91, ⊠ 15 bbox=[539, 722, 801, 737]
directory-entry: — Th., Zimmerm., Hübbesweg 19, ⊠ 26 bbox=[1203, 1069, 1445, 1084]
directory-entry: ⊙ Herm. Stocks & Co., IR, Werkzeuge u. Maschinen-Großhandlung, BCto: Nordd. B. u. Postscheck- 13680, TAdr: Stocksäge, ☎ Roland 2967, Deichstr. 11, ⊠ 11, Inh: Herm. Stocks bbox=[1203, 192, 1525, 257]
columns bbox=[207, 142, 1537, 2122]
ad-line: Geschäftsf.: Frau Maria Rosa bbox=[279, 332, 457, 347]
directory-entry: — O., Hausm., Esplanade 44, ⊠ 36 bbox=[871, 1599, 1081, 1614]
directory-entry: — Karl, Grünw., Blücherstr. 26, ⊠ 36 bbox=[207, 1576, 430, 1591]
page-number: 1023—11 bbox=[1350, 89, 1466, 117]
directory-entry: — Wilh., Arbtr., Mittelstr. 99, H. 2, ⊠ 23 bbox=[539, 1681, 782, 1696]
directory-entry: — Franz, Ingen., Eppendorferweg 154 bbox=[539, 1053, 773, 1068]
directory-entry: ⊙ Herbert Stockmann, IR, Spedition, Repsoldstr. 48, ⊠ 1 bbox=[871, 1350, 1193, 1382]
directory-entry: Stimmel Wwe., Alfred, Hütten 128, ⊠ 3 bbox=[207, 600, 447, 615]
directory-entry: — Elfriede, Putzgesch., Seilerstr. 11, ⊠ 4 bbox=[871, 837, 1120, 852]
directory-entry: — Georg, Kaufm., BCto: Vereinsb., Abt. Bahnhofstr., Heinrich Hertz-Str. 7a bbox=[1203, 1367, 1525, 1399]
directory-entry: — Wwe., J., Kiblitzstr. 50, ⊠ 23 bbox=[539, 341, 726, 356]
directory-entry: ⊙ Stiller's Schuhwarenhaus G. m. b. H., IR bbox=[207, 159, 493, 174]
directory-entry: — Alb., Kaufm., Hebbelstr. 9, ⊠ 21 bbox=[1203, 1119, 1413, 1134]
directory-entry: — Johs., Schwimmlehrer, Billw. Neuedeich 269, ⊠ 27 bbox=[1203, 1019, 1525, 1051]
directory-entry: — C., Schneider, Hasselbrookstr. 107 bbox=[539, 904, 766, 919]
directory-entry: — Chr., Schiffbaumeister, Norderelbstr. 29 bbox=[871, 1830, 1131, 1845]
directory-entry: Stockhause, C. F. W., Schlosser, Löwenstr. 18 bbox=[871, 738, 1145, 753]
directory-entry: — Wwe., Olga, Holstenstr. 35, H. 4, ⊠ 23 bbox=[539, 407, 788, 422]
directory-entry: — Chr., Zollverein str. 21, ⊠ 27 bbox=[539, 1847, 728, 1862]
ad-line: Rathhausstr. 29, ⊠ 1 bbox=[305, 298, 431, 313]
directory-entry: — G., Arbtr., Jarrestr. 82, ⊠ 39 bbox=[1203, 1532, 1388, 1547]
directory-entry: — Friedr., Geflügelhdlr., Wendloherweg 14 bbox=[539, 1086, 800, 1101]
directory-entry: Stoebe Wwe., M., Hütten 73, ⊠ 3 bbox=[1203, 689, 1405, 704]
directory-entry: — R., Rambachstr. 7, ⊠ 9 bbox=[539, 1466, 693, 1481]
